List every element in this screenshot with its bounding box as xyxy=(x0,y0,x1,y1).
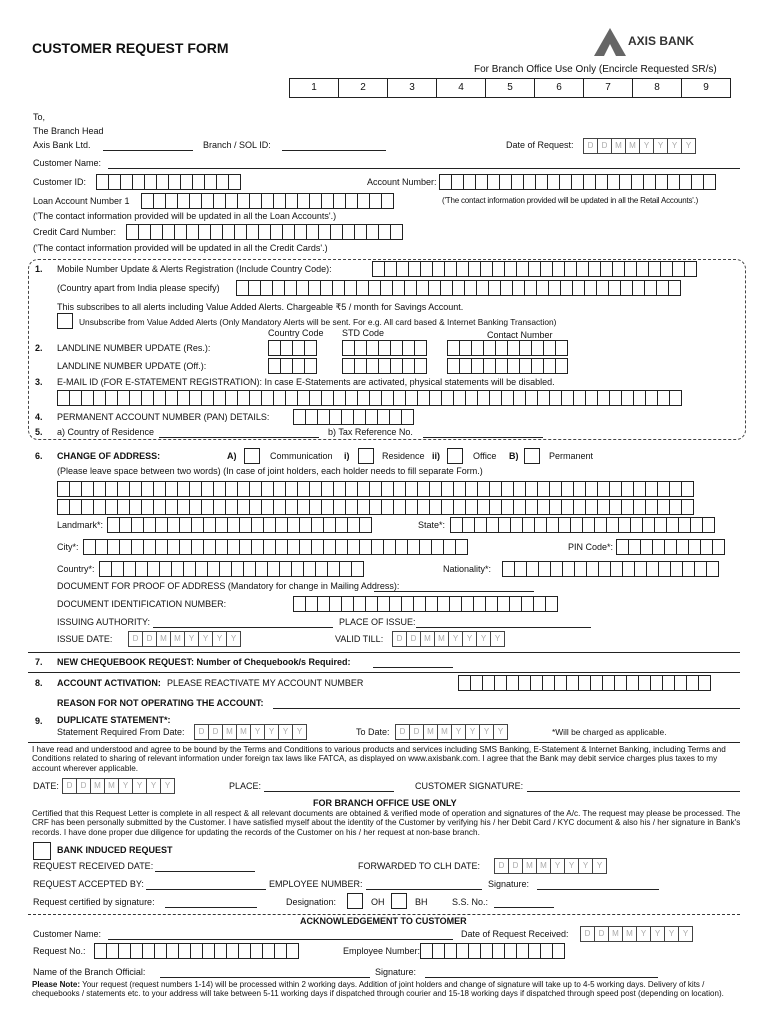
landline-off-label: LANDLINE NUMBER UPDATE (Off.): xyxy=(57,361,207,371)
customer-id-label: Customer ID: xyxy=(33,177,87,187)
landline-off-number-boxes[interactable] xyxy=(447,358,567,374)
country-specify-label: (Country apart from India please specify) xyxy=(57,283,220,293)
forwarded-label: FORWARDED TO CLH DATE: xyxy=(358,861,481,871)
reactivate-label: PLEASE REACTIVATE MY ACCOUNT NUMBER xyxy=(167,678,364,688)
nationality-boxes[interactable] xyxy=(502,561,718,577)
sr-cell[interactable]: 3 xyxy=(387,78,437,98)
doc-proof-label: DOCUMENT FOR PROOF OF ADDRESS (Mandatory for change in Mailing Address): xyxy=(57,581,400,591)
received-date-label: REQUEST RECEIVED DATE: xyxy=(33,861,154,871)
landmark-label: Landmark*: xyxy=(57,520,104,530)
place-of-issue-line[interactable] xyxy=(416,627,591,628)
please-note xyxy=(32,980,748,998)
email-label: E-MAIL ID (FOR E-STATEMENT REGISTRATION): In case E-Statements are activated, physical statements will be disabled. xyxy=(57,377,555,387)
certification-text: Certified that this Request Letter is complete in all respect & all relevant documents are obtained & verified mode of operation and signatures of the A/c. The request may please be processed. The CRF has been personally submitted by the Customer. I have satisfied myself about the identity of the Customer by verifying his / her Debit Card / KYC document & also his / her signature in Bank's records. I have done proper due diligence for updating the records of the Customer on his / her request at non-base branch. xyxy=(32,809,741,837)
certified-by-label: Request certified by signature: xyxy=(33,897,155,907)
landline-res-std-boxes[interactable] xyxy=(342,340,426,356)
loan-account-label: Loan Account Number 1 xyxy=(33,196,130,206)
bank-induced-checkbox[interactable] xyxy=(33,842,51,860)
date-of-request-label: Date of Request: xyxy=(506,140,574,150)
reason-line[interactable] xyxy=(273,708,740,709)
branch-head-label: The Branch Head xyxy=(33,126,104,136)
bank-logo xyxy=(594,28,626,59)
bank-ltd-line[interactable] xyxy=(103,150,193,151)
oh-label: OH xyxy=(371,897,385,907)
s9-number: 9. xyxy=(35,716,43,726)
doc-proof-line[interactable] xyxy=(374,591,534,592)
to-label: To, xyxy=(33,112,46,122)
account-number-boxes[interactable] xyxy=(439,174,715,190)
s6-number: 6. xyxy=(35,451,43,461)
customer-name-label: Customer Name: xyxy=(33,158,102,168)
communication-label: Communication xyxy=(270,451,333,461)
mobile-boxes[interactable] xyxy=(372,261,696,277)
certified-by-line[interactable] xyxy=(165,907,257,908)
forwarded-date-boxes[interactable]: D D M M Y Y Y Y xyxy=(494,858,606,874)
sr-cell[interactable]: 6 xyxy=(534,78,584,98)
request-no-label: Request No.: xyxy=(33,946,86,956)
bh-label: BH xyxy=(415,897,428,907)
divider xyxy=(28,652,740,653)
communication-checkbox[interactable] xyxy=(244,448,260,464)
sr-cell[interactable]: 4 xyxy=(436,78,486,98)
email-boxes[interactable] xyxy=(57,390,681,406)
customer-id-boxes[interactable] xyxy=(96,174,240,190)
issue-date-label: ISSUE DATE: xyxy=(57,634,113,644)
form-title: CUSTOMER REQUEST FORM xyxy=(32,40,229,56)
branch-signature-label: Signature: xyxy=(488,879,530,889)
mobile-label: Mobile Number Update & Alerts Registration (Include Country Code): xyxy=(57,264,332,274)
address-line-1-boxes[interactable] xyxy=(57,481,693,497)
employee-number-label: EMPLOYEE NUMBER: xyxy=(269,879,363,889)
sr-cell[interactable]: 2 xyxy=(338,78,388,98)
branch-use-heading: FOR BRANCH OFFICE USE ONLY xyxy=(313,798,457,808)
office-checkbox[interactable] xyxy=(447,448,463,464)
bank-ltd-label: Axis Bank Ltd. xyxy=(33,140,91,150)
declaration-text: I have read and understood and agree to be bound by the Terms and Conditions to various products and services including SMS Banking, E-Statement & Internet Banking, including Terms and Conditions related to sharing of relevant information under foreign tax laws like FATCA, as displayed on www.axisbank.com. I agree that the Bank may debit service charges plus taxes to my account wherever applicable. xyxy=(32,745,726,773)
ack-heading: ACKNOWLEDGEMENT TO CUSTOMER xyxy=(300,916,467,926)
please-note-text: Your request (request numbers 1-14) will be processed within 2 working days. Addition of joint holders and change of signature will take up to 4-5 working days. Delivery of kits / chequebooks / statements etc. to your address will take between 5-11 working days if dispatched through courier and 15-18 working days if dispatched through speed post (depending on location). xyxy=(32,980,724,999)
sr-cell[interactable]: 1 xyxy=(289,78,339,98)
loan-account-boxes[interactable] xyxy=(141,193,393,209)
sr-cell[interactable]: 5 xyxy=(485,78,535,98)
option-b-label: B) xyxy=(509,451,519,461)
branch-signature-line[interactable] xyxy=(537,889,659,890)
date-of-request-boxes[interactable]: D D M M Y Y Y Y xyxy=(583,138,695,154)
s2-number: 2. xyxy=(35,343,43,353)
doc-id-boxes[interactable] xyxy=(293,596,557,612)
ack-customer-label: Customer Name: xyxy=(33,929,102,939)
accepted-by-label: REQUEST ACCEPTED BY: xyxy=(33,879,144,889)
tax-reference-line[interactable] xyxy=(423,437,543,438)
landline-off-cc-boxes[interactable] xyxy=(268,358,316,374)
s1-number: 1. xyxy=(35,264,43,274)
address-line-2-boxes[interactable] xyxy=(57,499,693,515)
country-residence-line[interactable] xyxy=(159,437,319,438)
account-activation-label: ACCOUNT ACTIVATION: xyxy=(57,678,161,688)
s3-number: 3. xyxy=(35,377,43,387)
alerts-note: This subscribes to all alerts including Value Added Alerts. Chargeable ₹5 / month for Savings Account. xyxy=(57,302,464,312)
from-date-boxes[interactable]: D D M M Y Y Y Y xyxy=(194,724,306,740)
branch-use-label: For Branch Office Use Only (Encircle Requested SR/s) xyxy=(474,64,717,75)
permanent-label: Permanent xyxy=(549,451,594,461)
account-number-label: Account Number: xyxy=(367,177,437,187)
branch-sol-line[interactable] xyxy=(282,150,386,151)
landline-res-label: LANDLINE NUMBER UPDATE (Res.): xyxy=(57,343,211,353)
office-label: Office xyxy=(473,451,497,461)
received-date-line[interactable] xyxy=(155,871,255,872)
s4-number: 4. xyxy=(35,412,43,422)
pin-label: PIN Code*: xyxy=(568,542,614,552)
sr-table xyxy=(289,78,730,98)
issuing-authority-line[interactable] xyxy=(153,627,333,628)
from-date-label: Statement Required From Date: xyxy=(57,727,185,737)
divider xyxy=(28,742,740,743)
landline-off-std-boxes[interactable] xyxy=(342,358,426,374)
city-boxes[interactable] xyxy=(83,539,467,555)
to-date-label: To Date: xyxy=(356,727,390,737)
sr-cell[interactable]: 8 xyxy=(632,78,682,98)
std-code-label: STD Code xyxy=(342,328,385,338)
axis-logo-icon xyxy=(594,28,626,56)
duplicate-statement-label: DUPLICATE STATEMENT*: xyxy=(57,715,171,725)
ss-number-label: S.S. No.: xyxy=(452,897,489,907)
permanent-checkbox[interactable] xyxy=(524,448,540,464)
please-note-label: Please Note: xyxy=(32,980,81,989)
branch-sol-label: Branch / SOL ID: xyxy=(203,140,271,150)
issue-date-boxes[interactable]: D D M M Y Y Y Y xyxy=(128,631,240,647)
customer-signature-label: CUSTOMER SIGNATURE: xyxy=(415,781,524,791)
to-date-boxes[interactable]: D D M M Y Y Y Y xyxy=(395,724,507,740)
declaration-date-label: DATE: xyxy=(33,781,59,791)
request-no-boxes[interactable] xyxy=(94,943,298,959)
residence-label: Residence xyxy=(382,451,425,461)
country-label: Country*: xyxy=(57,564,95,574)
charge-note: *Will be charged as applicable. xyxy=(552,727,667,737)
credit-card-label: Credit Card Number: xyxy=(33,227,117,237)
valid-till-label: VALID TILL: xyxy=(335,634,384,644)
designation-label: Designation: xyxy=(286,897,337,907)
chequebook-label: NEW CHEQUEBOOK REQUEST: Number of Chequebook/s Required: xyxy=(57,657,351,667)
loan-note: ('The contact information provided will be updated in all the Loan Accounts'.) xyxy=(33,211,337,221)
reactivate-account-boxes[interactable] xyxy=(458,675,710,691)
ack-date-received-boxes[interactable]: D D M M Y Y Y Y xyxy=(580,926,692,942)
pan-label: PERMANENT ACCOUNT NUMBER (PAN) DETAILS: xyxy=(57,412,270,422)
landmark-boxes[interactable] xyxy=(107,517,371,533)
state-boxes[interactable] xyxy=(450,517,714,533)
place-of-issue-label: PLACE OF ISSUE: xyxy=(339,617,416,627)
ack-employee-boxes[interactable] xyxy=(420,943,564,959)
branch-official-line[interactable] xyxy=(160,977,370,978)
option-ii-label: ii) xyxy=(432,451,440,461)
reason-label: REASON FOR NOT OPERATING THE ACCOUNT: xyxy=(57,698,264,708)
ack-date-received-label: Date of Request Received: xyxy=(461,929,569,939)
s7-number: 7. xyxy=(35,657,43,667)
country-residence-label: a) Country of Residence xyxy=(57,427,155,437)
oh-checkbox[interactable] xyxy=(347,893,363,909)
change-address-label: CHANGE OF ADDRESS: xyxy=(57,451,161,461)
divider xyxy=(28,672,740,673)
s8-number: 8. xyxy=(35,678,43,688)
bh-checkbox[interactable] xyxy=(391,893,407,909)
pin-boxes[interactable] xyxy=(616,539,724,555)
ack-customer-line[interactable] xyxy=(108,939,453,940)
employee-number-line[interactable] xyxy=(366,889,482,890)
cut-line xyxy=(28,914,740,915)
chequebook-line[interactable] xyxy=(373,667,453,668)
residence-checkbox[interactable] xyxy=(358,448,374,464)
ack-signature-label: Signature: xyxy=(375,967,417,977)
retail-note: ('The contact information provided will be updated in all the Retail Accounts'.) xyxy=(442,196,699,205)
country-code-label: Country Code xyxy=(268,328,324,338)
bank-name: AXIS BANK xyxy=(628,34,695,48)
tax-reference-label: b) Tax Reference No. xyxy=(328,427,413,437)
country-boxes[interactable] xyxy=(99,561,363,577)
state-label: State*: xyxy=(418,520,446,530)
option-i-label: i) xyxy=(344,451,350,461)
ss-number-line[interactable] xyxy=(494,907,554,908)
pan-boxes[interactable] xyxy=(293,409,413,425)
city-label: City*: xyxy=(57,542,79,552)
ack-employee-label: Employee Number: xyxy=(343,946,421,956)
unsubscribe-label: Unsubscribe from Value Added Alerts (Only Mandatory Alerts will be sent. For e.g. All card based & Internet Banking Transaction) xyxy=(79,317,557,327)
declaration-date-boxes[interactable]: D D M M Y Y Y Y xyxy=(62,778,174,794)
sr-cell[interactable]: 7 xyxy=(583,78,633,98)
credit-card-boxes[interactable] xyxy=(126,224,402,240)
credit-note: ('The contact information provided will be updated in all the Credit Cards'.) xyxy=(33,243,328,253)
customer-signature-line[interactable] xyxy=(527,791,740,792)
customer-name-line[interactable] xyxy=(108,168,740,169)
sr-cell[interactable]: 9 xyxy=(681,78,731,98)
unsubscribe-checkbox[interactable] xyxy=(57,313,73,329)
landline-res-number-boxes[interactable] xyxy=(447,340,567,356)
declaration-place-line[interactable] xyxy=(264,791,394,792)
country-specify-boxes[interactable] xyxy=(236,280,680,296)
contact-number-label: Contact Number xyxy=(487,330,553,340)
option-a-label: A) xyxy=(227,451,237,461)
declaration-place-label: PLACE: xyxy=(229,781,262,791)
address-note: (Please leave space between two words) (In case of joint holders, each holder needs to fill separate Form.) xyxy=(57,466,483,476)
doc-id-label: DOCUMENT IDENTIFICATION NUMBER: xyxy=(57,599,227,609)
accepted-by-line[interactable] xyxy=(146,889,266,890)
bank-induced-label: BANK INDUCED REQUEST xyxy=(57,845,173,855)
branch-official-label: Name of the Branch Official: xyxy=(33,967,146,977)
landline-res-cc-boxes[interactable] xyxy=(268,340,316,356)
valid-till-boxes[interactable]: D D M M Y Y Y Y xyxy=(392,631,504,647)
s5-number: 5. xyxy=(35,427,43,437)
ack-signature-line[interactable] xyxy=(425,977,658,978)
issuing-authority-label: ISSUING AUTHORITY: xyxy=(57,617,151,627)
nationality-label: Nationality*: xyxy=(443,564,492,574)
